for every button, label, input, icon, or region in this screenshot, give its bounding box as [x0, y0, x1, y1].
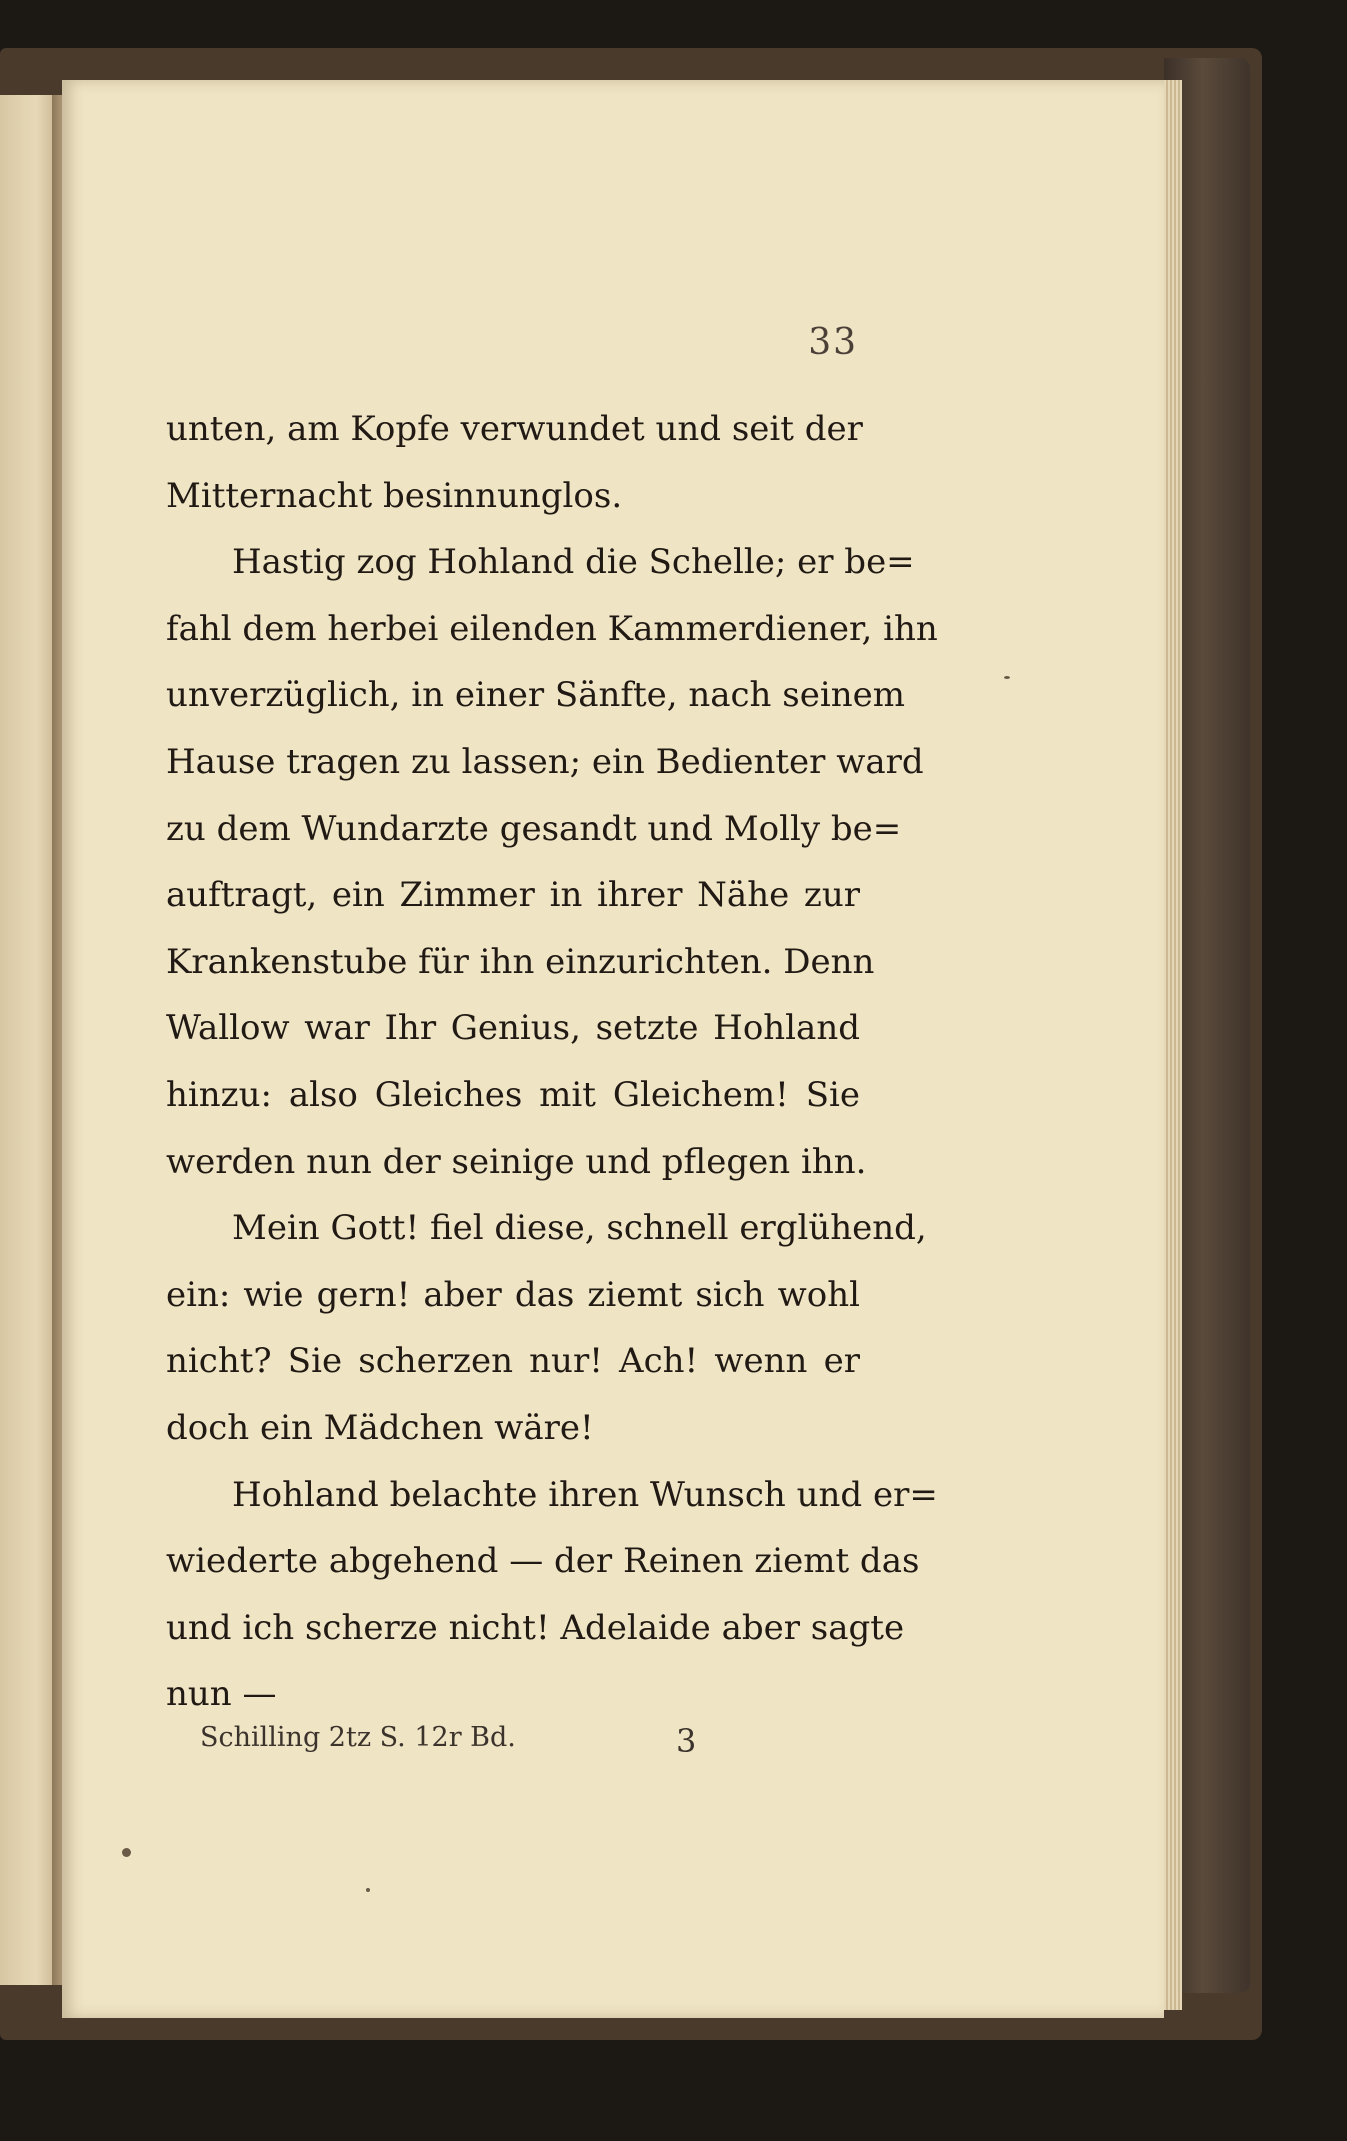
signature-mark: 3: [676, 1722, 697, 1760]
text-line: ein: wie gern! aber das ziemt sich wohl: [166, 1274, 860, 1315]
text-line: unverzüglich, in einer Sänfte, nach seinem: [166, 675, 905, 716]
page-text: [166, 396, 938, 1728]
text-line: zu dem Wundarzte gesandt und Molly be=: [166, 808, 902, 849]
text-line: Hause tragen zu lassen; ein Bedienter ward: [166, 741, 924, 782]
text-line: nun —: [166, 1674, 277, 1715]
text-line: auftragt, ein Zimmer in ihrer Nähe zur: [166, 875, 860, 916]
text-line: fahl dem herbei eilenden Kammerdiener, ihn: [166, 608, 938, 649]
text-line: hinzu: also Gleiches mit Gleichem! Sie: [166, 1074, 860, 1115]
text-line: Mitternacht besinnunglos.: [166, 475, 623, 516]
text-line: Wallow war Ihr Genius, setzte Hohland: [166, 1008, 860, 1049]
left-page-edge: [0, 95, 60, 1985]
page-speck: [122, 1848, 131, 1857]
text-line: doch ein Mädchen wäre!: [166, 1407, 594, 1448]
text-line: unten, am Kopfe verwundet und seit der: [166, 409, 863, 449]
text-line: nicht? Sie scherzen nur! Ach! wenn er: [166, 1341, 860, 1382]
text-line: Hohland belachte ihren Wunsch und er=: [232, 1474, 938, 1515]
text-line: Krankenstube für ihn einzurichten. Denn: [166, 941, 875, 982]
page-speck: [1004, 676, 1010, 679]
text-line: und ich scherze nicht! Adelaide aber sagte: [166, 1607, 905, 1648]
page-speck: [366, 1888, 370, 1892]
text-line: werden nun der seinige und pflegen ihn.: [166, 1141, 867, 1182]
text-line: Mein Gott! fiel diese, schnell erglühend,: [232, 1208, 927, 1249]
page-number: 33: [808, 322, 858, 363]
footer-signature-line: Schilling 2tz S. 12r Bd.: [200, 1722, 516, 1753]
text-line: Hastig zog Hohland die Schelle; er be=: [232, 542, 915, 583]
text-line: wiederte abgehend — der Reinen ziemt das: [166, 1541, 920, 1582]
